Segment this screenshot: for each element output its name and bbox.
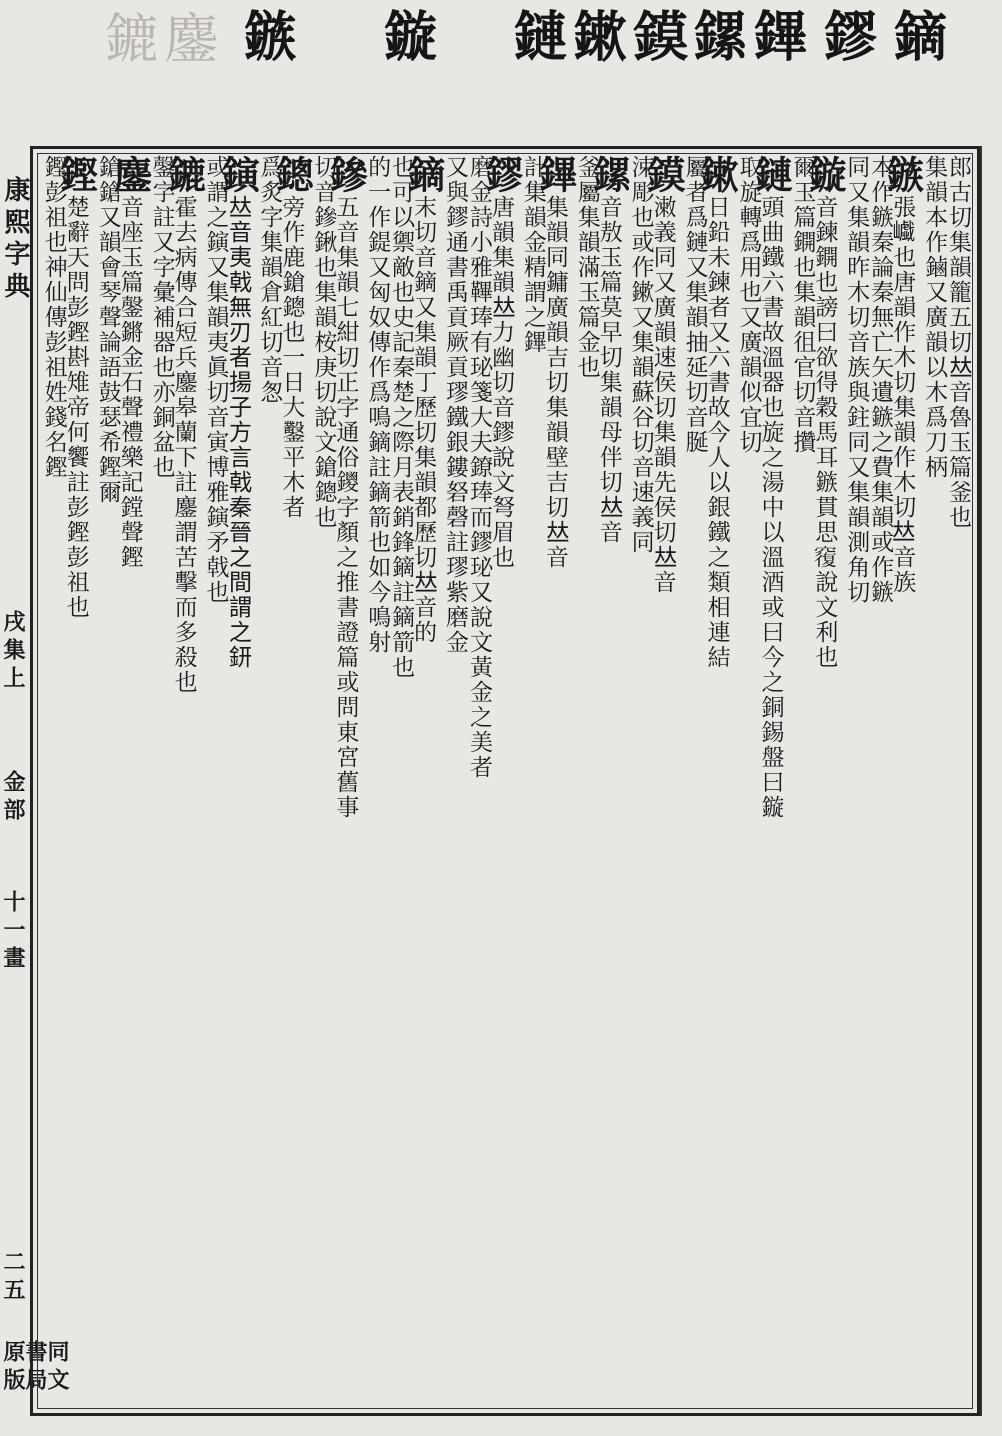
entry-text: 同又集韻昨木切音族與鉒同又集韻測角切 [843,155,870,605]
seal-glyph-faint-2: 鏖 [156,10,219,68]
text-column [736,155,760,1407]
seal-script-heading [90,6,970,146]
headword: 鏍 [586,155,632,195]
seal-glyph-6: 鏍 [685,8,749,66]
entry-text: 潄義同又廣韻速侯切集韻先侯切𠀤音 [649,195,676,595]
text-column [257,155,281,1407]
text-column [41,155,65,1407]
radical-label: 金部 [0,770,26,826]
text-column [364,155,391,1407]
entry-text: 郎古切集韻籠五切𠀤音魯玉篇釜也 [945,155,971,530]
headword: 鏕 [161,155,207,195]
entry-text: 日鉛未鍊者又六書故今人以銀鐵之類相連結 [703,195,730,670]
right-margin-strip [980,146,1002,1416]
entry-text: 𠀤音夷戟無刃者揚子方言戟秦晉之間謂之鈃 [224,195,251,670]
stroke-count-label: 十一畫 [0,890,26,974]
entry-text: 集韻本作鏀又廣韻以木爲刀柄 [921,155,948,480]
seal-glyph-5: 鏌 [625,8,689,66]
entry-text: 旁作鹿鎗鏓也一日大鑿平木者 [278,195,305,520]
seal-glyph-faint-1: 鏕 [96,10,159,68]
text-column [945,155,969,1407]
entry-text: 鎗鎗又韻會琴聲論語鼓瑟希鏗爾 [94,155,121,505]
headword: 鏈 [748,155,794,195]
text-column [574,155,598,1407]
entry-text: 音敖玉篇莫早切集韻母伴切𠀤音 [595,195,622,545]
entry-text: 頭曲鐵六書故溫器也旋之湯中以溫酒或曰今之銅錫盤曰鏇 [757,195,784,820]
entry-text: 音鍊鐦也謗曰欲得穀馬耳鏃貫思𥨍說文利也 [811,195,838,670]
text-column [789,155,816,1407]
seal-glyph-2: 鏇 [375,8,439,66]
headword: 鏐 [478,155,524,195]
entry-text: 又與鏐通書禹貢厥貢璆鐵銀鏤砮磬註璆紫磨金 [442,155,469,655]
entry-text: 音座玉篇鏧鏘金石聲禮樂記鏜聲鏗 [116,195,143,570]
text-columns [41,155,969,1407]
headword: 鏉 [694,155,740,195]
headword: 鏎 [532,155,578,195]
headword: 鏔 [215,155,261,195]
text-column [682,155,706,1407]
seal-glyph-3: 鏈 [505,8,569,66]
seal-glyph-4: 鏉 [565,8,629,66]
book-title: 康熙字典 [0,176,30,304]
entry-text: 爲炙字集韻倉紅切音怱 [256,155,283,405]
entry-text: 爾玉篇鐦也集韻徂官切音攢 [789,155,816,455]
entry-text: 切音鏒鍬也集韻桉庚切說文鎗鏓也 [310,155,337,530]
headword: 鏒 [323,155,369,195]
entry-text: 楚辭天問彭鏗斟雉帝何饗註彭鏗彭祖也 [62,195,89,620]
entry-text: 也可以禦敵也史記秦楚之際月表銷鋒鏑註鏑箭也 [388,155,415,680]
text-column [843,155,870,1407]
entry-text: 本作鏃秦論秦無亡矢遺鏃之費集韻或作鏃 [867,155,894,605]
headword: 鏗 [53,155,99,195]
text-column [149,155,173,1407]
headword: 鏓 [269,155,315,195]
entry-text: 或謂之鏔又集韻夷眞切音寅博雅鏔矛戟也 [202,155,229,605]
text-column [867,155,894,1407]
headword: 鏖 [107,155,153,195]
entry-text: 唐韻集韻𠀤力幽切音鏐說文弩眉也 [487,195,514,570]
headword: 鏇 [802,155,848,195]
text-column [520,155,544,1407]
entry-text: 張𡾟也唐韻作木切集韻作木切𠀤音族 [889,195,916,595]
main-text-frame [30,146,980,1416]
entry-text: 取旋轉爲用也又廣韻似宜切 [735,155,762,455]
text-column [203,155,227,1407]
entry-text: 鏧字註又字彙補器也亦銅盆也 [148,155,175,480]
entry-text: 集韻同鏞廣韻吉切集韻壁吉切𠀤音 [541,195,568,570]
headword: 鏑 [401,155,447,195]
headword: 鏃 [880,155,926,195]
collection-label: 戌集上 [0,610,26,694]
text-column [310,155,337,1407]
seal-glyph-9: 鏑 [885,8,949,66]
seal-glyph-7: 鏎 [745,8,809,66]
page-number: 二五 [0,1250,26,1306]
headword: 鏌 [640,155,686,195]
entry-text: 釜屬集韻滿玉篇金也 [573,155,600,380]
entry-text: 鏗彭祖也神仙傳彭祖姓錢名鏗 [40,155,67,480]
entry-text: 計集韻金精謂之鏎 [519,155,546,355]
text-column [95,155,119,1407]
entry-text: 末切音鏑又集韻丁歷切集韻都歷切𠀤音的 [410,195,437,645]
entry-text: 涑彫也或作鏉又集韻蘇谷切音速義同 [627,155,654,555]
entry-text: 磨金詩小雅鞸琫有珌箋大夫鐐琫而鏐珌又說文黃金之美者 [465,155,492,780]
entry-text: 的一作鍉又匈奴傳作爲鳴鏑註鏑箭也如今鳴射 [364,155,391,655]
text-column [442,155,469,1407]
text-column [921,155,948,1407]
seal-glyph-1: 鏃 [235,8,299,66]
text-column [628,155,652,1407]
text-column [388,155,415,1407]
entry-text: 霍去病傳合短兵鏖皋蘭下註鏖謂苦擊而多殺也 [170,195,197,695]
seal-glyph-8: 鏐 [815,8,879,66]
text-column [466,155,490,1407]
publisher-label: 同文書局原版 [0,1340,70,1396]
entry-text: 屬者爲鏈又集韻抽延切音脠 [681,155,708,455]
entry-text: 五音集韻七紺切正字通俗鑁字顏之推書證篇或問東宮舊事 [332,195,359,820]
